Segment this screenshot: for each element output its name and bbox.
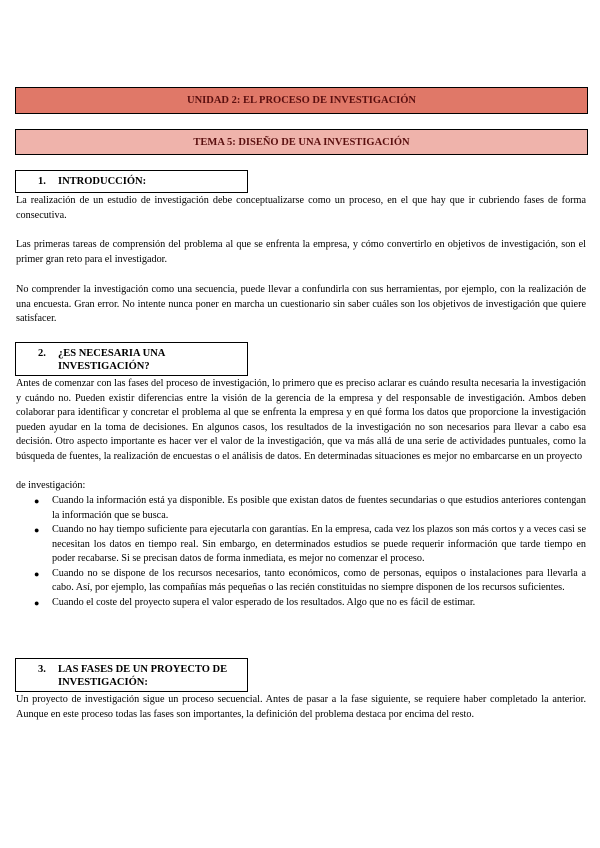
section-2-paragraph-1: Antes de comenzar con las fases del proceso de investigación, lo primero que es preciso aclarar es cuándo resulta necesaria la investigación y cuándo no. Pueden existir diferencias entre la visión de la gerencia de la empresa y del responsable de investigación. Ambos deben colaborar para identificar y concretar el problema al que se enfrenta la empresa y en qué forma los datos que proporcione la investigación pueden ayudar en la toma de decisiones. En algunos casos, los resultados de la investigación no son necesarios para llevar a cabo esa decisión. Otro aspecto importante es hacer ver el valor de la investigación, que va más allá de una serie de actividades puntuales, como la búsqueda de fuentes, la realización de encuestas o el análisis de datos. En determinadas situaciones es mejor no embarcarse en un proyecto	[16, 378, 586, 462]
list-item: ● Cuando no se dispone de los recursos necesarios, tanto económicos, como de personas, equipos o instalaciones para llevarla a cabo. Así, por ejemplo, las compañías más pequeñas o las recién constituidas no siempre disponen de los recursos suficientes.	[34, 567, 586, 593]
unit-title: UNIDAD 2: EL PROCESO DE INVESTIGACIÓN	[187, 95, 416, 106]
bullet-icon: ●	[34, 525, 40, 535]
section-1-heading	[15, 170, 248, 193]
section-2-title-line-1: ¿ES NECESARIA UNA	[58, 348, 166, 359]
topic-title: TEMA 5: DISEÑO DE UNA INVESTIGACIÓN	[193, 137, 410, 148]
section-2-paragraph-2: de investigación:	[16, 480, 86, 491]
section-2-number: 2.	[38, 348, 46, 359]
list-item: ● Cuando no hay tiempo suficiente para ejecutarla con garantías. En la empresa, cada vez los plazos son más cortos y a veces casi se necesitan los datos en tiempo real. Sin embargo, en determinados estudios se puede requerir información que tarde tiempo en poder recabarse. Si se precisan datos de forma inmediata, es mejor no comenzar el proceso.	[34, 524, 586, 564]
bullet-icon: ●	[34, 496, 40, 506]
section-1-number: 1.	[38, 176, 46, 187]
section-3-heading	[15, 658, 248, 692]
section-3-paragraph-1: Un proyecto de investigación sigue un proceso secuencial. Antes de pasar a la fase siguiente, se requiere haber completado la anterior. Aunque en este proceso todas las fases son importantes, la definición del problema destaca por encima del resto.	[16, 694, 586, 720]
section-1-paragraph-3: No comprender la investigación como una secuencia, puede llevar a confundirla con sus herramientas, por ejemplo, con la realización de una encuesta. Gran error. No intente nunca poner en marcha un cuestionario sin saber cuáles son los objetivos de investigación que quiere satisfacer.	[16, 284, 586, 324]
section-3-title-line-2: INVESTIGACIÓN:	[58, 677, 148, 688]
section-2-heading	[15, 342, 248, 376]
section-1-paragraph-2: Las primeras tareas de comprensión del problema al que se enfrenta la empresa, y cómo convertirlo en objetivos de investigación, son el primer gran reto para el investigador.	[16, 239, 586, 265]
section-1-title: INTRODUCCIÓN:	[58, 176, 147, 187]
list-item: ● Cuando la información está ya disponible. Es posible que existan datos de fuentes secundarias o que estudios anteriores contengan la información que se busca.	[34, 495, 586, 521]
section-2-bullet-list	[16, 494, 586, 610]
section-2-title-line-2: INVESTIGACIÓN?	[58, 361, 150, 372]
section-3-number: 3.	[38, 664, 46, 675]
section-1-paragraph-1: La realización de un estudio de investigación debe conceptualizarse como un proceso, en el que hay que ir cubriendo fases de forma consecutiva.	[16, 195, 586, 221]
bullet-icon: ●	[34, 568, 40, 579]
bullet-icon: ●	[34, 597, 40, 608]
list-item: ● Cuando el coste del proyecto supera el valor esperado de los resultados. Algo que no es fácil de estimar.	[16, 596, 586, 611]
unit-title-banner	[15, 87, 588, 114]
section-3-title-line-1: LAS FASES DE UN PROYECTO DE	[58, 664, 228, 675]
topic-title-banner	[15, 129, 588, 155]
